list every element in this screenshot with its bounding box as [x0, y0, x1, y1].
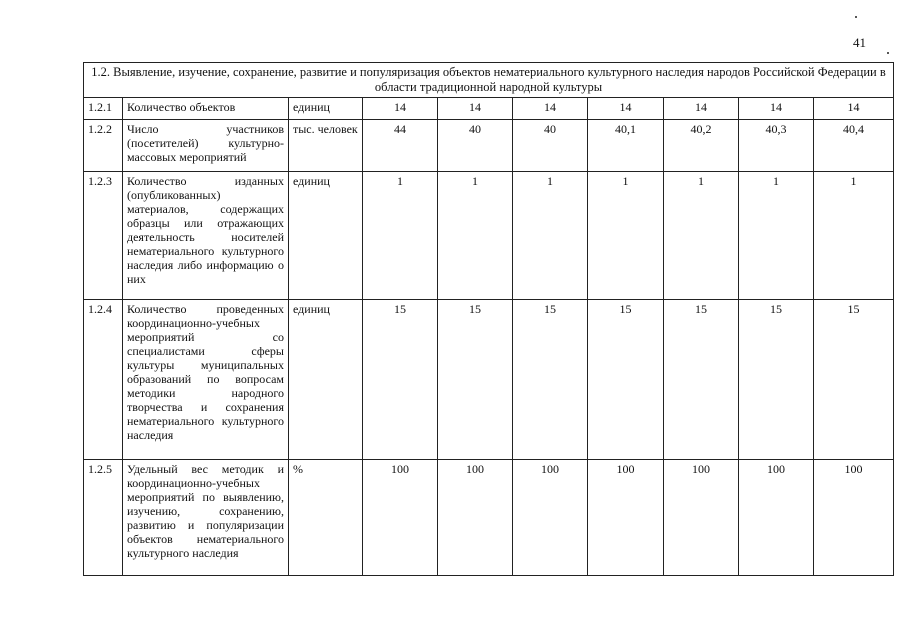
- value-cell: 15: [814, 300, 894, 460]
- row-index: 1.2.5: [84, 460, 123, 576]
- row-name: Количество изданных (опубликованных) материалов, содержащих образцы или отражающих деятельность носителей нематериального культурного наследия либо информацию о них: [123, 172, 289, 300]
- row-name: Удельный вес методик и координационно-учебных мероприятий по выявлению, изучению, сохранению, развитию и популяризации объектов нематериального культурного наследия: [123, 460, 289, 576]
- value-cell: 1: [739, 172, 814, 300]
- value-cell: 14: [363, 98, 438, 120]
- value-cell: 14: [664, 98, 739, 120]
- value-cell: 100: [588, 460, 664, 576]
- table-row: [84, 300, 894, 460]
- value-cell: 14: [814, 98, 894, 120]
- row-index: 1.2.1: [84, 98, 123, 120]
- value-cell: 1: [513, 172, 588, 300]
- table-row: [84, 120, 894, 172]
- value-cell: 14: [513, 98, 588, 120]
- row-unit: %: [289, 460, 363, 576]
- row-unit: единиц: [289, 98, 363, 120]
- value-cell: 1: [814, 172, 894, 300]
- row-unit: тыс. человек: [289, 120, 363, 172]
- value-cell: 40,2: [664, 120, 739, 172]
- value-cell: 40: [513, 120, 588, 172]
- value-cell: 40,4: [814, 120, 894, 172]
- row-name: Количество объектов: [123, 98, 289, 120]
- value-cell: 15: [363, 300, 438, 460]
- row-unit: единиц: [289, 300, 363, 460]
- table-row: [84, 172, 894, 300]
- value-cell: 40,1: [588, 120, 664, 172]
- value-cell: 1: [363, 172, 438, 300]
- row-name: Число участников (посетителей) культурно-массовых мероприятий: [123, 120, 289, 172]
- value-cell: 14: [739, 98, 814, 120]
- value-cell: 15: [588, 300, 664, 460]
- value-cell: 100: [664, 460, 739, 576]
- row-unit: единиц: [289, 172, 363, 300]
- value-cell: 100: [438, 460, 513, 576]
- value-cell: 100: [363, 460, 438, 576]
- value-cell: 40: [438, 120, 513, 172]
- row-name: Количество проведенных координационно-учебных мероприятий со специалистами сферы культуры муниципальных образований по вопросам методики народного творчества и сохранения нематериального культурного наследия: [123, 300, 289, 460]
- row-index: 1.2.4: [84, 300, 123, 460]
- table-row: [84, 98, 894, 120]
- value-cell: 15: [739, 300, 814, 460]
- value-cell: 15: [664, 300, 739, 460]
- value-cell: 100: [814, 460, 894, 576]
- value-cell: 100: [513, 460, 588, 576]
- value-cell: 14: [438, 98, 513, 120]
- table-row: [84, 460, 894, 576]
- row-index: 1.2.2: [84, 120, 123, 172]
- scan-speck: [855, 16, 857, 18]
- row-index: 1.2.3: [84, 172, 123, 300]
- value-cell: 1: [664, 172, 739, 300]
- value-cell: 1: [438, 172, 513, 300]
- scan-speck: [887, 52, 889, 54]
- section-header: 1.2. Выявление, изучение, сохранение, развитие и популяризация объектов нематериального культурного наследия народов Российской Федерации в области традиционной народной культуры: [84, 63, 894, 98]
- value-cell: 100: [739, 460, 814, 576]
- value-cell: 40,3: [739, 120, 814, 172]
- page-number: 41: [853, 35, 866, 50]
- indicators-table: [83, 62, 894, 576]
- value-cell: 15: [513, 300, 588, 460]
- value-cell: 1: [588, 172, 664, 300]
- value-cell: 44: [363, 120, 438, 172]
- value-cell: 15: [438, 300, 513, 460]
- value-cell: 14: [588, 98, 664, 120]
